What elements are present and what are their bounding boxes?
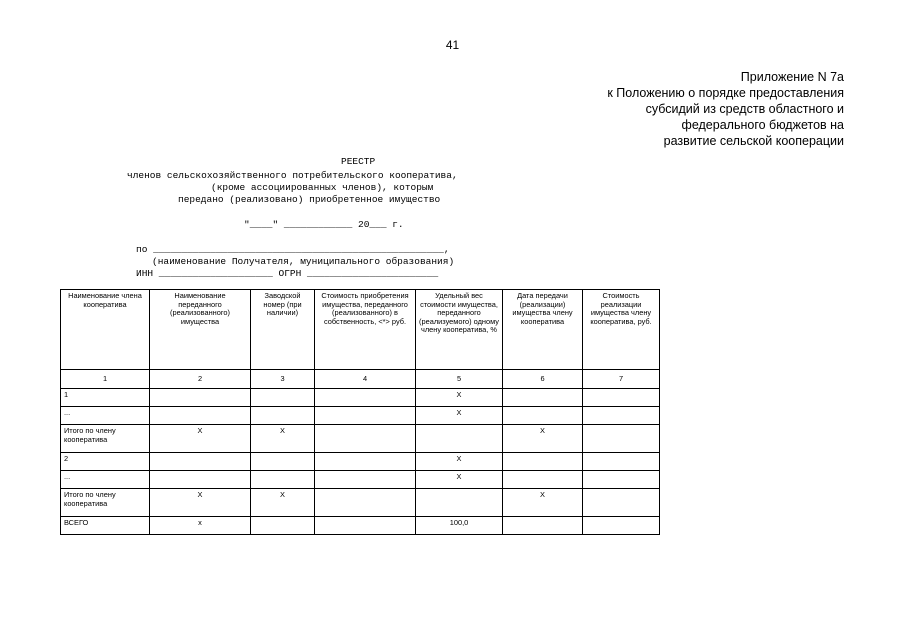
table-cell — [416, 489, 503, 517]
table-cell: Х — [416, 453, 503, 471]
table-cell: Х — [416, 389, 503, 407]
table-cell: Х — [416, 407, 503, 425]
form-subtitle: (кроме ассоциированных членов), которым — [211, 182, 434, 193]
table-cell — [583, 407, 660, 425]
form-subtitle: передано (реализовано) приобретенное имущество — [178, 194, 441, 205]
table-cell — [583, 489, 660, 517]
table-row — [61, 407, 660, 425]
table-cell: 1 — [61, 389, 150, 407]
table-cell — [315, 453, 416, 471]
table-cell — [416, 425, 503, 453]
table-cell — [583, 517, 660, 535]
table-row — [61, 453, 660, 471]
column-number: 3 — [251, 370, 315, 389]
table-cell: Х — [150, 489, 251, 517]
column-number: 4 — [315, 370, 416, 389]
table-cell: Х — [150, 425, 251, 453]
table-row — [61, 425, 660, 453]
table-cell — [251, 407, 315, 425]
column-header: Стоимость реализации имущества члену кооператива, руб. — [583, 290, 660, 370]
table-cell — [150, 407, 251, 425]
column-number: 6 — [503, 370, 583, 389]
appendix-heading — [607, 69, 844, 149]
table-cell: ВСЕГО — [61, 517, 150, 535]
appendix-line: Приложение N 7а — [740, 70, 844, 84]
table-row-total — [61, 517, 660, 535]
column-header: Наименование члена кооператива — [61, 290, 150, 370]
column-number: 7 — [583, 370, 660, 389]
table-cell — [315, 407, 416, 425]
table-cell: Итого по члену кооператива — [61, 489, 150, 517]
table-cell — [503, 389, 583, 407]
table-cell — [503, 453, 583, 471]
table-cell — [583, 425, 660, 453]
table-cell — [315, 517, 416, 535]
table-cell: ... — [61, 407, 150, 425]
appendix-line: развитие сельской кооперации — [663, 134, 844, 148]
form-subtitle: членов сельскохозяйственного потребительского кооператива, — [127, 170, 458, 181]
inn-ogrn-line: ИНН ____________________ ОГРН _______________________ — [136, 268, 439, 279]
column-header: Удельный вес стоимости имущества, переданного (реализуемого) одному члену кооператива, % — [416, 290, 503, 370]
table-cell: Х — [251, 425, 315, 453]
table-cell — [315, 489, 416, 517]
table-row — [61, 389, 660, 407]
appendix-line: федерального бюджетов на — [681, 118, 844, 132]
table-cell: Х — [416, 471, 503, 489]
table-cell: х — [150, 517, 251, 535]
column-header: Стоимость приобретения имущества, переданного (реализованного) в собственность, <*> руб. — [315, 290, 416, 370]
column-number: 1 — [61, 370, 150, 389]
table-cell — [150, 453, 251, 471]
form-title: РЕЕСТР — [341, 156, 376, 167]
table-cell: Х — [503, 425, 583, 453]
table-cell — [251, 471, 315, 489]
table-cell: Итого по члену кооператива — [61, 425, 150, 453]
table-cell — [315, 471, 416, 489]
column-number: 2 — [150, 370, 251, 389]
table-row — [61, 489, 660, 517]
register-table — [60, 289, 660, 535]
table-cell — [503, 471, 583, 489]
table-cell: Х — [503, 489, 583, 517]
table-cell — [583, 389, 660, 407]
table-cell: 100,0 — [416, 517, 503, 535]
date-line: "____" ____________ 20___ г. — [244, 219, 404, 230]
table-cell — [315, 425, 416, 453]
table-cell — [315, 389, 416, 407]
table-cell — [503, 407, 583, 425]
page-number: 41 — [445, 38, 460, 52]
table-cell: 2 — [61, 453, 150, 471]
table-cell — [583, 471, 660, 489]
column-number: 5 — [416, 370, 503, 389]
table-cell: ... — [61, 471, 150, 489]
table-cell — [150, 389, 251, 407]
table-cell: Х — [251, 489, 315, 517]
recipient-caption: (наименование Получателя, муниципального образования) — [152, 256, 455, 267]
appendix-line: к Положению о порядке предоставления — [607, 86, 844, 100]
table-cell — [251, 517, 315, 535]
recipient-line: по ___________________________________________________, — [136, 244, 450, 255]
table-header-row — [61, 290, 660, 370]
table-cell — [251, 389, 315, 407]
table-cell — [583, 453, 660, 471]
column-header: Наименование переданного (реализованного) имущества — [150, 290, 251, 370]
column-number-row — [61, 370, 660, 389]
table-cell — [150, 471, 251, 489]
table-cell — [251, 453, 315, 471]
table-cell — [503, 517, 583, 535]
table-row — [61, 471, 660, 489]
column-header: Заводской номер (при наличии) — [251, 290, 315, 370]
appendix-line: субсидий из средств областного и — [645, 102, 844, 116]
column-header: Дата передачи (реализации) имущества члену кооператива — [503, 290, 583, 370]
